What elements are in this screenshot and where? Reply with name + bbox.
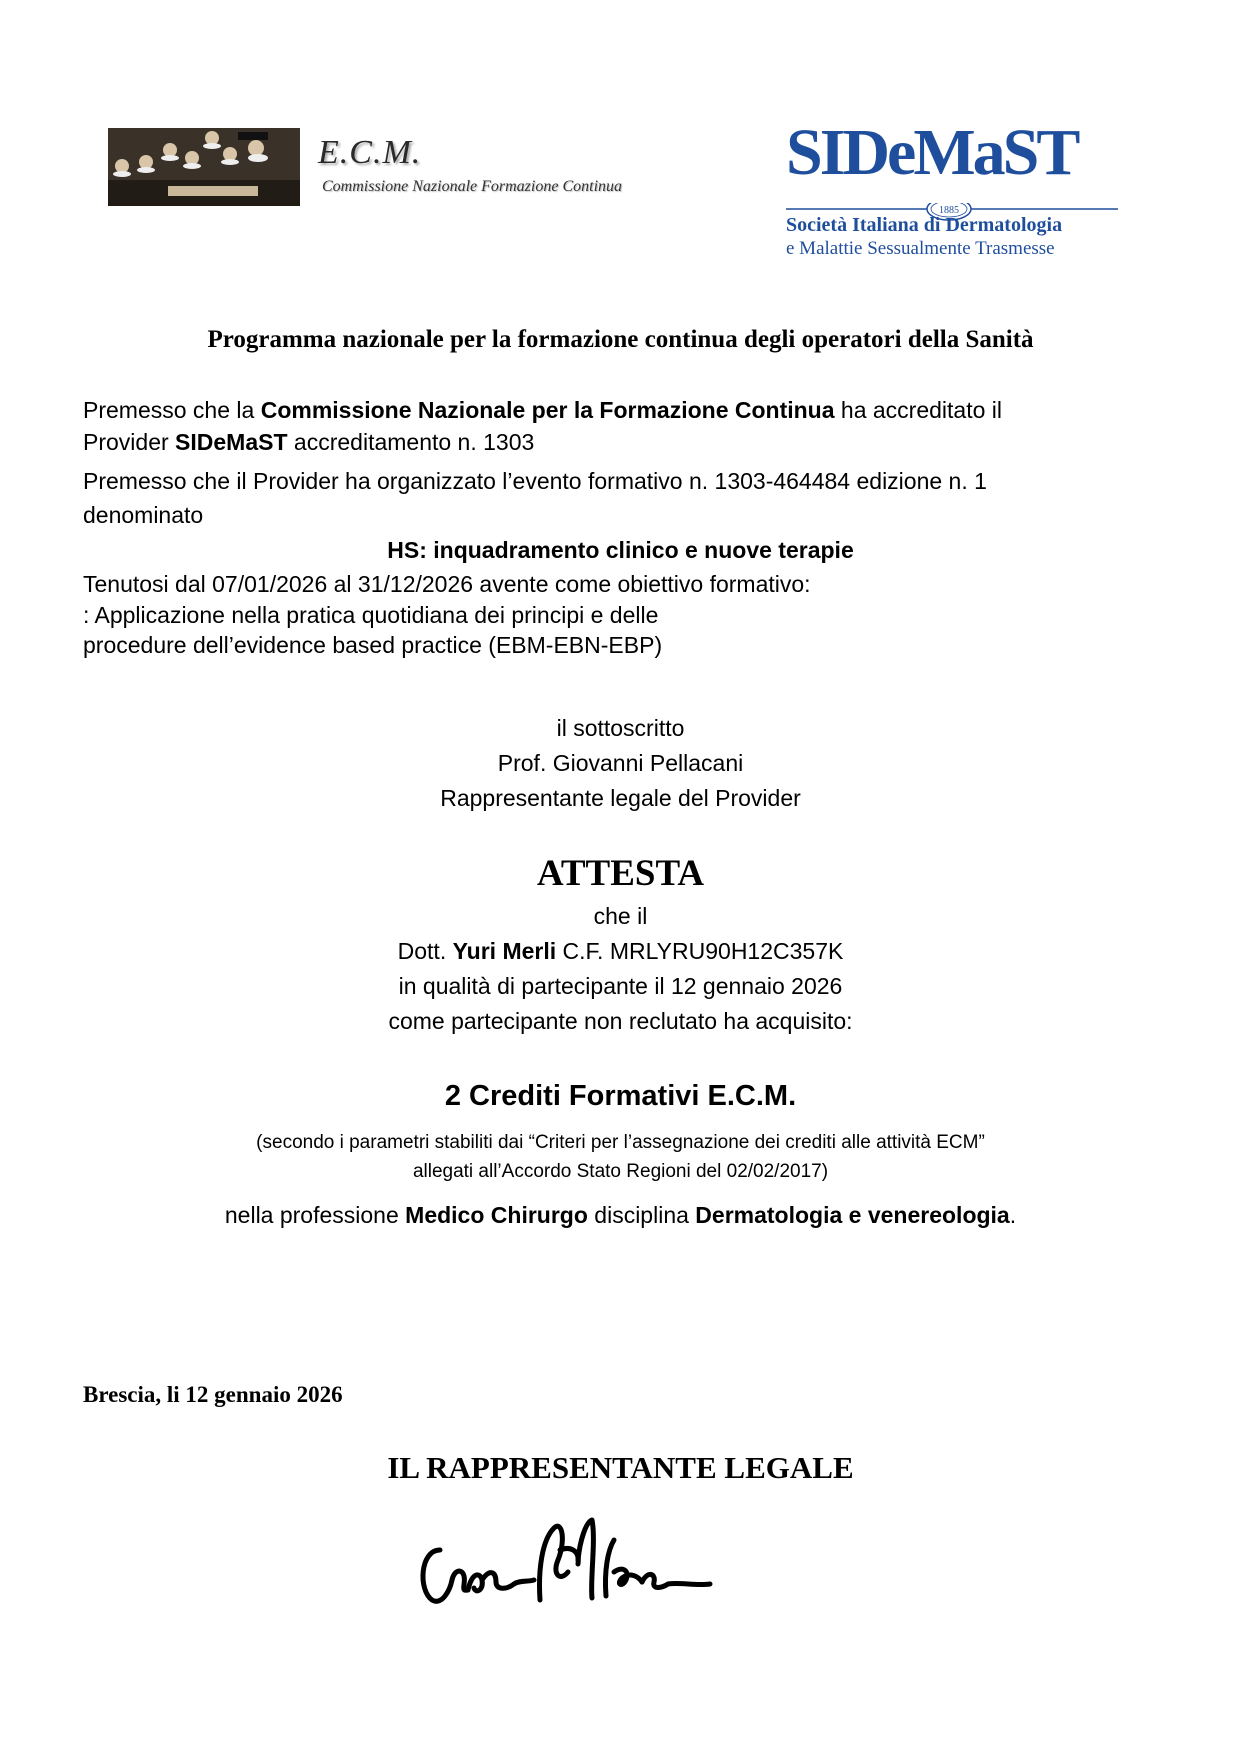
provider-name: SIDeMaST <box>175 429 288 455</box>
premise-commission-line <box>83 394 1002 427</box>
participant-fiscal-code: C.F. MRLYRU90H12C357K <box>556 938 844 964</box>
anatomy-lesson-painting-image <box>108 128 300 206</box>
profession-period: . <box>1009 1202 1017 1228</box>
profession-name: Medico Chirurgo <box>405 1202 588 1228</box>
objective-line1: Tenutosi dal 07/01/2026 al 31/12/2026 avente come obiettivo formativo: <box>83 571 811 597</box>
discipline-label: disciplina <box>587 1202 696 1228</box>
profession-prefix: nella professione <box>224 1202 406 1228</box>
page-title: Programma nazionale per la formazione continua degli operatori della Sanità <box>207 326 1034 353</box>
attesta-heading: ATTESTA <box>536 853 705 894</box>
sidemast-logo-line1: Società Italiana di Dermatologia <box>786 214 1063 236</box>
sidemast-logo-title: SIDeMaST <box>786 116 1078 189</box>
participant-che-il: che il <box>593 903 648 929</box>
participant-name: Yuri Merli <box>452 938 557 964</box>
signatory-role: Rappresentante legale del Provider <box>440 785 801 811</box>
sidemast-logo-line2: e Malattie Sessualmente Trasmesse <box>786 238 1055 259</box>
objective-line3: procedure dell’evidence based practice (EBM-EBN-EBP) <box>83 632 663 658</box>
premise-provider-line <box>83 426 534 459</box>
provider-prefix: Provider <box>83 429 176 455</box>
criteria-line2: allegati all’Accordo Stato Regioni del 02/02/2017) <box>412 1161 829 1182</box>
premise-event-denominato: denominato <box>83 502 204 528</box>
ecm-logo-subtitle: Commissione Nazionale Formazione Continua <box>322 178 623 195</box>
participant-line <box>0 935 1241 968</box>
premise-event-line: Premesso che il Provider ha organizzato l’evento formativo n. 1303-464484 edizione n. 1 <box>83 468 987 494</box>
participant-acquired-line: come partecipante non reclutato ha acquisito: <box>388 1008 853 1034</box>
ecm-logo <box>108 128 668 208</box>
signatory-intro: il sottoscritto <box>556 715 685 741</box>
sidemast-seal-year: 1885 <box>939 205 959 216</box>
place-date: Brescia, li 12 gennaio 2026 <box>83 1382 343 1407</box>
criteria-line1: (secondo i parametri stabiliti dai “Criteri per l’assegnazione dei crediti alle attività ECM” <box>256 1132 985 1153</box>
handwritten-signature <box>410 1510 730 1630</box>
premise-suffix: ha accreditato il <box>834 397 1003 423</box>
participant-title: Dott. <box>397 938 453 964</box>
objective-line2: : Applicazione nella pratica quotidiana dei principi e delle <box>83 602 659 628</box>
discipline-name: Dermatologia e venereologia <box>695 1202 1010 1228</box>
commission-name: Commissione Nazionale per la Formazione Continua <box>260 397 835 423</box>
provider-accreditation: accreditamento n. 1303 <box>287 429 535 455</box>
sidemast-logo <box>786 116 1126 268</box>
participant-date-line: in qualità di partecipante il 12 gennaio 2026 <box>398 973 843 999</box>
signatory-name: Prof. Giovanni Pellacani <box>497 750 744 776</box>
premise-prefix: Premesso che la <box>83 397 261 423</box>
ecm-logo-title: E.C.M. <box>318 134 422 171</box>
credits-awarded: 2 Crediti Formativi E.C.M. <box>444 1080 797 1112</box>
legal-representative-heading: IL RAPPRESENTANTE LEGALE <box>387 1450 854 1485</box>
event-title: HS: inquadramento clinico e nuove terapie <box>387 537 854 563</box>
profession-line <box>0 1199 1241 1232</box>
